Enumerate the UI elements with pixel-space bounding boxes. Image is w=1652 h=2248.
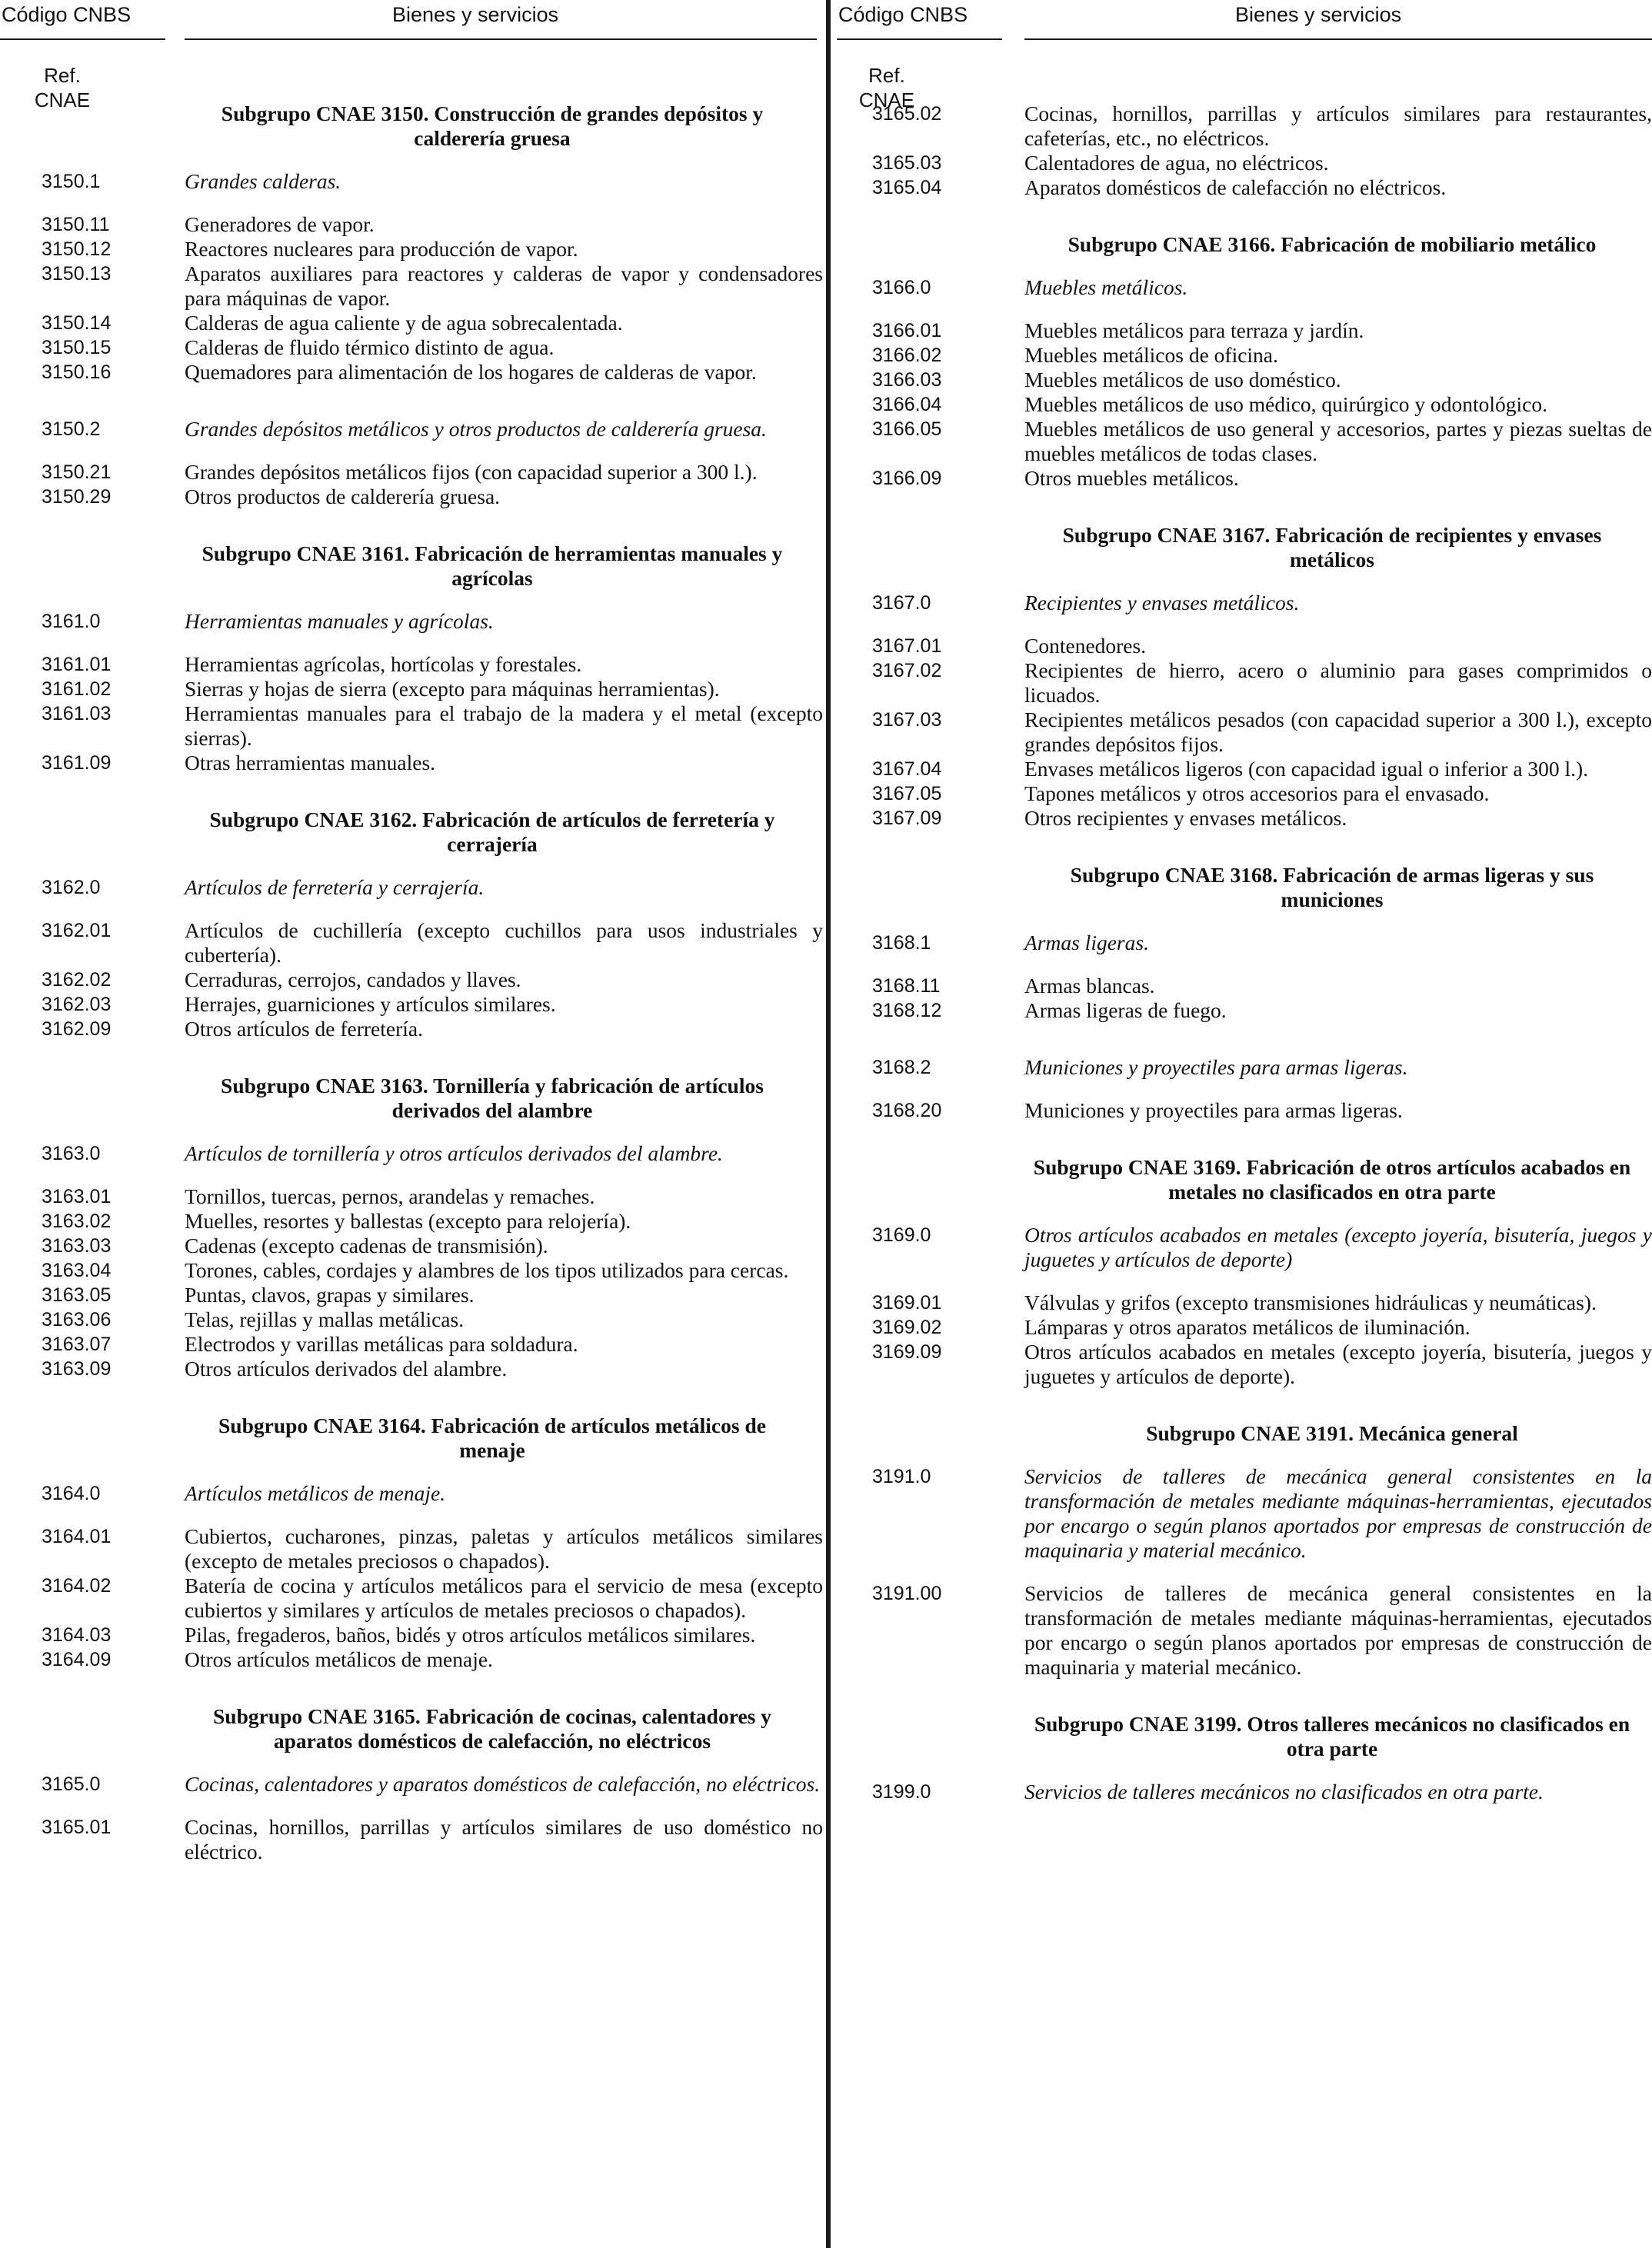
description: Municiones y proyectiles para armas ligeras.: [1024, 1055, 1408, 1079]
description: Otros muebles metálicos.: [1024, 466, 1239, 490]
description: Envases metálicos ligeros (con capacidad igual o inferior a 300 l.).: [1024, 757, 1589, 781]
cnbs-code: 3165.02: [872, 103, 942, 125]
cnbs-code: 3167.05: [872, 783, 942, 804]
description: Armas blancas.: [1024, 974, 1155, 997]
column-divider: [826, 0, 831, 2248]
description: Otras herramientas manuales.: [185, 751, 436, 774]
subgroup-heading: [0, 808, 800, 857]
item-row: [0, 1258, 823, 1283]
item-row: [0, 967, 823, 992]
cnbs-code: 3150.21: [42, 461, 112, 483]
cnbs-code: 3164.01: [42, 1526, 112, 1547]
item-row: [837, 102, 1652, 151]
cnbs-code: 3165.04: [872, 177, 942, 198]
description: Tapones metálicos y otros accesorios para el envasado.: [1024, 781, 1490, 805]
item-row: [837, 1098, 1652, 1123]
cnbs-code: 3191.0: [872, 1466, 931, 1487]
subgroup-heading-text: Subgrupo CNAE 3191. Mecánica general: [1146, 1421, 1518, 1445]
description: Grandes depósitos metálicos fijos (con capacidad superior a 300 l.).: [185, 460, 758, 484]
cnbs-code: 3163.0: [42, 1143, 101, 1164]
cnbs-code: 3165.0: [42, 1773, 101, 1795]
cnbs-code: 3150.11: [42, 214, 110, 235]
item-row: [0, 1209, 823, 1234]
subgroup-heading: [837, 232, 1640, 257]
subgroup-heading-text: Subgrupo CNAE 3165. Fabricación de cocinas, calentadores y aparatos domésticos de calefacción, no eléctricos: [213, 1704, 771, 1753]
right-header-rule-goods: [1024, 38, 1652, 40]
subgroup-heading: [837, 1421, 1640, 1446]
item-row: [0, 212, 823, 237]
description: Válvulas y grifos (excepto transmisiones hidráulicas y neumáticas).: [1024, 1291, 1597, 1314]
description: Muebles metálicos.: [1024, 275, 1188, 299]
left-header: [0, 0, 823, 42]
item-row: [0, 460, 823, 485]
cnbs-code: 3168.11: [872, 975, 941, 997]
subgroup-heading-text: Subgrupo CNAE 3166. Fabricación de mobiliario metálico: [1067, 232, 1597, 256]
description: Artículos metálicos de menaje.: [185, 1481, 446, 1505]
item-row: [0, 237, 823, 261]
item-row: [0, 1357, 823, 1381]
description: Armas ligeras de fuego.: [1024, 998, 1227, 1022]
right-column: [837, 0, 1652, 2248]
subgroup-heading: [0, 1074, 800, 1123]
item-row: [837, 392, 1652, 417]
cnbs-code: 3163.04: [42, 1260, 112, 1281]
description: Otros productos de calderería gruesa.: [185, 485, 501, 508]
item-row: [0, 360, 823, 385]
cnbs-code: 3165.01: [42, 1817, 112, 1838]
item-row: [0, 1815, 823, 1864]
cnbs-code: 3168.12: [872, 1000, 942, 1021]
cnbs-code: 3166.01: [872, 320, 942, 341]
subgroup-heading-text: Subgrupo CNAE 3169. Fabricación de otros artículos acabados en metales no clasificados en otra parte: [1033, 1155, 1631, 1204]
cnbs-code: 3167.02: [872, 660, 942, 681]
description: Otros recipientes y envases metálicos.: [1024, 806, 1347, 830]
subgroup-heading-text: Subgrupo CNAE 3161. Fabricación de herramientas manuales y agrícolas: [202, 541, 783, 590]
description: Servicios de talleres de mecánica general consistentes en la transformación de metales mediante máquinas-herramientas, ejecutados por encargo o según planos aportados por empresas de construcción de maquinaria y material mecánico.: [1024, 1464, 1652, 1562]
item-row: [0, 918, 823, 967]
cnbs-code: 3161.02: [42, 678, 112, 700]
description: Telas, rejillas y mallas metálicas.: [185, 1307, 465, 1331]
cnbs-code: 3167.04: [872, 758, 942, 780]
class-row: [837, 275, 1652, 300]
subgroup-heading: [837, 1155, 1640, 1204]
right-header-rule-code: [837, 38, 1002, 40]
subgroup-heading-text: Subgrupo CNAE 3164. Fabricación de artículos metálicos de menaje: [218, 1414, 766, 1462]
item-row: [837, 1581, 1652, 1680]
description: Cocinas, hornillos, parrillas y artículos similares de uso doméstico no eléctrico.: [185, 1815, 823, 1863]
item-row: [837, 998, 1652, 1023]
cnbs-code: 3166.05: [872, 418, 942, 440]
description: Aparatos domésticos de calefacción no eléctricos.: [1024, 175, 1447, 199]
description: Herrajes, guarniciones y artículos similares.: [185, 992, 556, 1016]
description: Otros artículos acabados en metales (excepto joyería, bisutería, juegos y juguetes y artículos de deporte): [1024, 1223, 1652, 1271]
description: Cadenas (excepto cadenas de transmisión).: [185, 1234, 548, 1257]
cnbs-code: 3150.15: [42, 337, 112, 358]
item-row: [0, 992, 823, 1017]
description: Contenedores.: [1024, 634, 1147, 658]
description: Calderas de fluido térmico distinto de agua.: [185, 335, 555, 359]
description: Pilas, fregaderos, baños, bidés y otros artículos metálicos similares.: [185, 1623, 756, 1647]
description: Grandes depósitos metálicos y otros productos de calderería gruesa.: [185, 417, 767, 441]
cnbs-code: 3163.01: [42, 1186, 112, 1207]
cnbs-code: 3166.03: [872, 369, 942, 391]
subgroup-heading: [837, 863, 1640, 912]
cnbs-code: 3168.1: [872, 932, 931, 954]
class-row: [0, 1141, 823, 1166]
cnbs-code: 3164.03: [42, 1624, 112, 1646]
class-row: [0, 1481, 823, 1506]
cnbs-code: 3161.01: [42, 654, 112, 675]
cnbs-code: 3150.2: [42, 418, 101, 440]
cnbs-code: 3164.02: [42, 1575, 112, 1597]
description: Cubiertos, cucharones, pinzas, paletas y artículos metálicos similares (excepto de metales preciosos o chapados).: [185, 1524, 823, 1573]
right-header: [837, 0, 1652, 42]
cnbs-code: 3163.03: [42, 1235, 112, 1257]
cnbs-code: 3169.02: [872, 1317, 942, 1338]
description: Artículos de tornillería y otros artículos derivados del alambre.: [185, 1141, 723, 1165]
description: Herramientas agrícolas, hortícolas y forestales.: [185, 652, 582, 676]
right-header-code: Código CNBS: [838, 3, 968, 26]
item-row: [0, 1184, 823, 1209]
cnae-label: CNAE: [858, 88, 915, 112]
class-row: [0, 1772, 823, 1797]
cnbs-code: 3169.09: [872, 1341, 942, 1363]
description: Recipientes metálicos pesados (con capacidad superior a 300 l.), excepto grandes depósitos fijos.: [1024, 708, 1652, 756]
item-row: [837, 368, 1652, 392]
cnbs-code: 3150.13: [42, 263, 112, 285]
subgroup-heading-text: Subgrupo CNAE 3168. Fabricación de armas ligeras y sus municiones: [1070, 863, 1594, 911]
item-row: [0, 1283, 823, 1307]
description: Grandes calderas.: [185, 169, 341, 193]
left-entries: [0, 102, 823, 1864]
ref-label: Ref.: [44, 64, 81, 87]
cnbs-code: 3167.01: [872, 635, 942, 657]
class-row: [837, 1464, 1652, 1563]
item-row: [0, 1647, 823, 1672]
cnbs-code: 3161.03: [42, 703, 112, 724]
item-row: [837, 1340, 1652, 1389]
cnbs-code: 3167.0: [872, 592, 931, 614]
cnbs-code: 3163.06: [42, 1309, 112, 1330]
description: Sierras y hojas de sierra (excepto para máquinas herramientas).: [185, 677, 720, 701]
subgroup-heading-text: Subgrupo CNAE 3163. Tornillería y fabricación de artículos derivados del alambre: [221, 1074, 764, 1122]
item-row: [0, 652, 823, 677]
description: Cocinas, hornillos, parrillas y artículos similares para restaurantes, cafeterías, etc., no eléctricos.: [1024, 102, 1652, 150]
cnbs-code: 3164.0: [42, 1483, 101, 1504]
description: Otros artículos metálicos de menaje.: [185, 1647, 493, 1671]
ref-label: Ref.: [868, 64, 905, 87]
item-row: [837, 175, 1652, 200]
class-row: [0, 875, 823, 900]
subgroup-heading-text: Subgrupo CNAE 3167. Fabricación de recipientes y envases metálicos: [1062, 523, 1602, 571]
description: Cerraduras, cerrojos, candados y llaves.: [185, 967, 521, 991]
right-entries: [837, 102, 1652, 1804]
cnbs-code: 3150.12: [42, 238, 112, 260]
cnbs-code: 3161.0: [42, 611, 101, 632]
description: Calentadores de agua, no eléctricos.: [1024, 151, 1329, 175]
subgroup-heading: [0, 1414, 800, 1463]
item-row: [837, 708, 1652, 757]
cnbs-code: 3150.29: [42, 486, 112, 508]
class-row: [837, 1055, 1652, 1080]
description: Artículos de ferretería y cerrajería.: [185, 875, 485, 899]
item-row: [837, 343, 1652, 368]
item-row: [837, 1315, 1652, 1340]
description: Armas ligeras.: [1024, 931, 1149, 954]
item-row: [0, 1524, 823, 1574]
left-column: [0, 0, 823, 2248]
cnbs-code: 3167.09: [872, 808, 942, 829]
description: Artículos de cuchillería (excepto cuchillos para usos industriales y cubertería).: [185, 918, 823, 967]
item-row: [0, 1574, 823, 1623]
description: Otros artículos derivados del alambre.: [185, 1357, 508, 1380]
description: Calderas de agua caliente y de agua sobrecalentada.: [185, 311, 623, 335]
cnbs-code: 3191.00: [872, 1583, 942, 1604]
class-row: [837, 591, 1652, 615]
cnbs-code: 3169.0: [872, 1224, 931, 1246]
cnbs-code: 3168.20: [872, 1100, 942, 1121]
description: Cocinas, calentadores y aparatos domésticos de calefacción, no eléctricos.: [185, 1772, 821, 1796]
left-header-rule-code: [0, 38, 165, 40]
right-header-goods: Bienes y servicios: [1235, 3, 1402, 26]
description: Electrodos y varillas metálicas para soldadura.: [185, 1332, 578, 1356]
cnbs-code: 3162.0: [42, 877, 101, 898]
cnbs-code: 3169.01: [872, 1292, 942, 1314]
cnbs-code: 3166.02: [872, 345, 942, 366]
item-row: [837, 634, 1652, 658]
class-row: [0, 417, 823, 441]
subgroup-heading: [837, 1712, 1640, 1761]
item-row: [0, 1332, 823, 1357]
item-row: [0, 1017, 823, 1041]
item-row: [837, 658, 1652, 708]
item-row: [837, 974, 1652, 998]
cnbs-code: 3164.09: [42, 1649, 112, 1670]
item-row: [0, 751, 823, 775]
class-row: [837, 931, 1652, 955]
description: Recipientes de hierro, acero o aluminio para gases comprimidos o licuados.: [1024, 658, 1652, 707]
item-row: [0, 1623, 823, 1647]
cnbs-code: 3167.03: [872, 709, 942, 731]
cnbs-code: 3150.16: [42, 361, 112, 383]
description: Muebles metálicos de uso médico, quirúrgico y odontológico.: [1024, 392, 1547, 416]
description: Herramientas manuales y agrícolas.: [185, 609, 494, 633]
cnbs-code: 3163.09: [42, 1358, 112, 1380]
description: Lámparas y otros aparatos metálicos de iluminación.: [1024, 1315, 1470, 1339]
cnbs-code: 3165.03: [872, 152, 942, 174]
item-row: [837, 466, 1652, 491]
item-row: [0, 261, 823, 311]
description: Batería de cocina y artículos metálicos para el servicio de mesa (excepto cubiertos y similares y artículos de metales preciosos o chapados).: [185, 1574, 823, 1622]
description: Recipientes y envases metálicos.: [1024, 591, 1300, 614]
cnbs-code: 3199.0: [872, 1781, 931, 1803]
description: Otros artículos de ferretería.: [185, 1017, 423, 1041]
description: Muebles metálicos de oficina.: [1024, 343, 1278, 367]
item-row: [0, 1234, 823, 1258]
description: Muebles metálicos de uso doméstico.: [1024, 368, 1341, 391]
left-header-goods: Bienes y servicios: [392, 3, 559, 26]
cnbs-code: 3162.02: [42, 969, 112, 991]
subgroup-heading: [837, 523, 1640, 572]
description: Municiones y proyectiles para armas ligeras.: [1024, 1098, 1403, 1122]
item-row: [837, 757, 1652, 781]
cnbs-code: 3163.05: [42, 1284, 112, 1306]
subgroup-heading: [0, 541, 800, 591]
left-header-rule-goods: [185, 38, 817, 40]
left-header-code: Código CNBS: [2, 3, 132, 26]
description: Torones, cables, cordajes y alambres de los tipos utilizados para cercas.: [185, 1258, 789, 1282]
cnbs-code: 3166.0: [872, 277, 931, 298]
class-row: [0, 609, 823, 634]
item-row: [837, 781, 1652, 806]
subgroup-heading-text: Subgrupo CNAE 3162. Fabricación de artículos de ferretería y cerrajería: [209, 808, 775, 856]
item-row: [0, 1307, 823, 1332]
item-row: [837, 151, 1652, 175]
item-row: [0, 677, 823, 701]
item-row: [837, 417, 1652, 466]
cnbs-code: 3150.14: [42, 312, 112, 334]
item-row: [837, 1291, 1652, 1315]
subgroup-heading: [0, 102, 800, 151]
description: Aparatos auxiliares para reactores y calderas de vapor y condensadores para máquinas de vapor.: [185, 261, 823, 310]
item-row: [0, 701, 823, 751]
description: Reactores nucleares para producción de vapor.: [185, 237, 578, 261]
subgroup-heading: [0, 1704, 800, 1753]
cnbs-code: 3163.02: [42, 1211, 112, 1232]
description: Servicios de talleres mecánicos no clasificados en otra parte.: [1024, 1780, 1544, 1803]
cnbs-code: 3161.09: [42, 752, 112, 774]
cnbs-code: 3162.09: [42, 1018, 112, 1040]
cnbs-code: 3168.2: [872, 1057, 931, 1078]
description: Generadores de vapor.: [185, 212, 375, 236]
description: Muebles metálicos de uso general y accesorios, partes y piezas sueltas de muebles metálicos de todas clases.: [1024, 417, 1652, 465]
cnbs-code: 3166.04: [872, 394, 942, 415]
cnbs-code: 3163.07: [42, 1334, 112, 1355]
description: Muebles metálicos para terraza y jardín.: [1024, 318, 1364, 342]
class-row: [837, 1223, 1652, 1272]
item-row: [837, 806, 1652, 831]
description: Quemadores para alimentación de los hogares de calderas de vapor.: [185, 360, 757, 384]
cnbs-code: 3150.1: [42, 171, 101, 192]
description: Tornillos, tuercas, pernos, arandelas y remaches.: [185, 1184, 595, 1208]
item-row: [837, 318, 1652, 343]
item-row: [0, 335, 823, 360]
cnae-label: CNAE: [34, 88, 91, 112]
subgroup-heading-text: Subgrupo CNAE 3150. Construcción de grandes depósitos y calderería gruesa: [221, 102, 764, 150]
cnbs-code: 3162.03: [42, 994, 112, 1015]
item-row: [0, 311, 823, 335]
class-row: [0, 169, 823, 194]
cnbs-code: 3162.01: [42, 920, 112, 941]
description: Herramientas manuales para el trabajo de la madera y el metal (excepto sierras).: [185, 701, 823, 750]
subgroup-heading-text: Subgrupo CNAE 3199. Otros talleres mecánicos no clasificados en otra parte: [1034, 1712, 1630, 1760]
cnbs-code: 3166.09: [872, 468, 942, 489]
description: Otros artículos acabados en metales (excepto joyería, bisutería, juegos y juguetes y artículos de deporte).: [1024, 1340, 1652, 1388]
description: Servicios de talleres de mecánica general consistentes en la transformación de metales mediante máquinas-herramientas, ejecutados por encargo o según planos aportados por empresas de construcción de maquinaria y material mecánico.: [1024, 1581, 1652, 1679]
description: Puntas, clavos, grapas y similares.: [185, 1283, 475, 1307]
item-row: [0, 485, 823, 509]
description: Muelles, resortes y ballestas (excepto para relojería).: [185, 1209, 631, 1233]
class-row: [837, 1780, 1652, 1804]
